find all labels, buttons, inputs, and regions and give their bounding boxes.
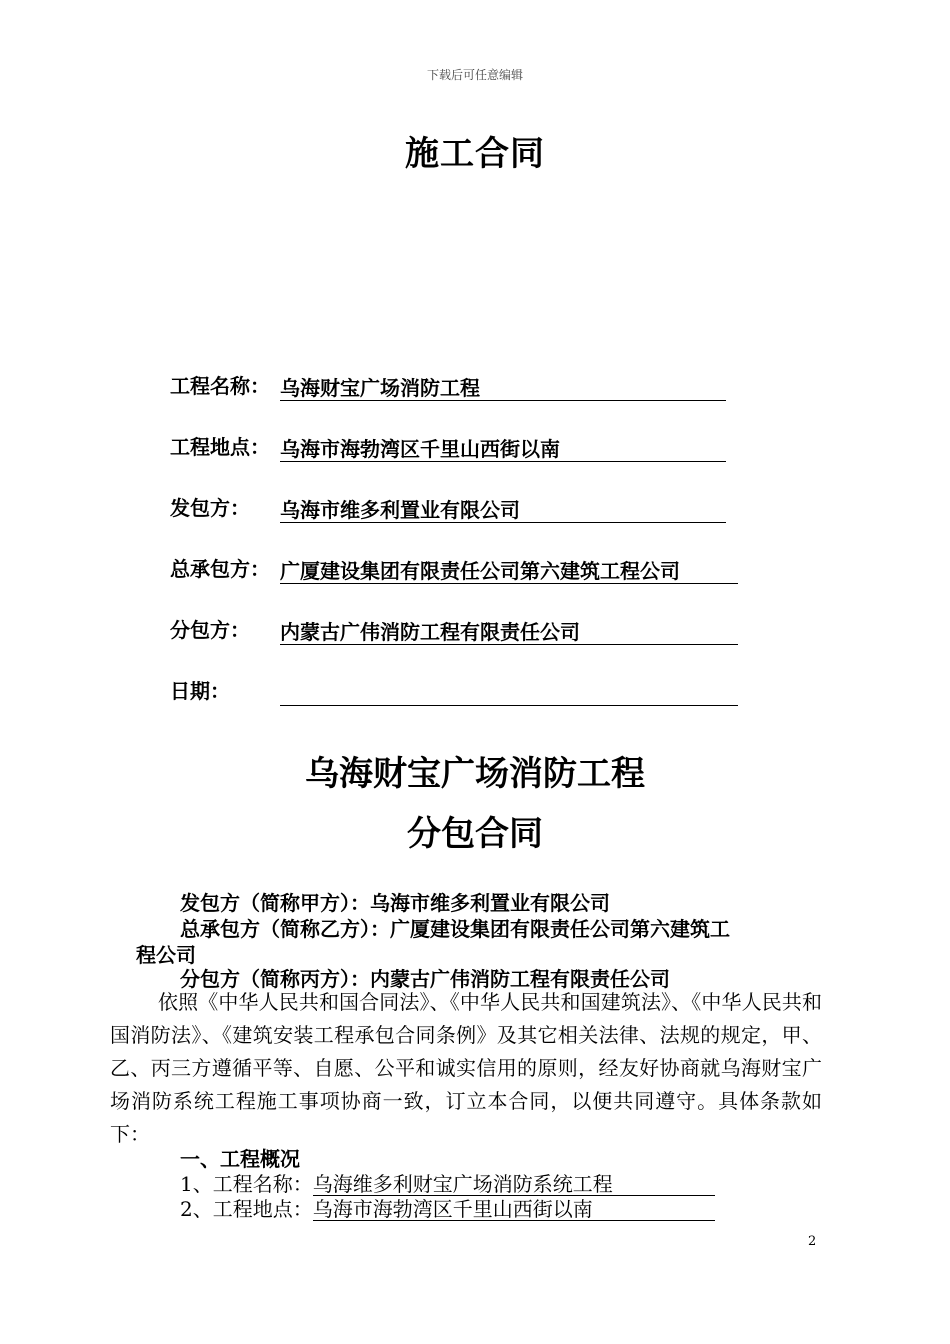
field-date	[170, 678, 770, 708]
field-value: 乌海市维多利置业有限公司	[280, 498, 726, 523]
party-b-line2: 程公司	[136, 943, 196, 967]
item-project-location	[180, 1193, 715, 1222]
field-label: 工程名称：	[170, 374, 270, 398]
field-label: 发包方：	[170, 496, 250, 520]
field-label: 工程地点：	[170, 435, 270, 459]
field-label: 分包方：	[170, 618, 250, 642]
page-number: 2	[808, 1234, 817, 1249]
header-note: 下载后可任意编辑	[426, 68, 523, 82]
field-employer	[170, 495, 770, 525]
field-value: 内蒙古广伟消防工程有限责任公司	[280, 620, 738, 645]
item-value: 乌海市海勃湾区千里山西街以南	[313, 1198, 715, 1221]
field-project-name	[170, 373, 726, 403]
section-title-overview: 一、工程概况	[180, 1147, 300, 1171]
page-title: 施工合同	[405, 134, 545, 174]
field-value: 广厦建设集团有限责任公司第六建筑工程公司	[280, 559, 738, 584]
field-value	[280, 681, 738, 706]
contract-subtitle-1: 乌海财宝广场消防工程	[305, 754, 645, 794]
party-b-line1: 总承包方（简称乙方）：广厦建设集团有限责任公司第六建筑工	[180, 917, 730, 941]
party-c: 分包方（简称丙方）：内蒙古广伟消防工程有限责任公司	[180, 967, 670, 991]
field-label: 总承包方：	[170, 557, 270, 581]
contract-subtitle-2: 分包合同	[407, 814, 543, 854]
field-value: 乌海财宝广场消防工程	[280, 376, 726, 401]
party-a: 发包方（简称甲方）：乌海市维多利置业有限公司	[180, 891, 610, 915]
field-general-contractor	[170, 556, 770, 586]
field-subcontractor	[170, 617, 770, 647]
field-value: 乌海市海勃湾区千里山西街以南	[280, 437, 726, 462]
item-label: 2、工程地点：	[180, 1197, 313, 1221]
item-value: 乌海维多利财宝广场消防系统工程	[313, 1173, 715, 1196]
item-label: 1、工程名称：	[180, 1172, 313, 1196]
intro-paragraph: 依照《中华人民共和国合同法》、《中华人民共和国建筑法》、《中华人民共和国消防法》、《建筑安装工程承包合同条例》及其它相关法律、法规的规定，甲、乙、丙三方遵循平等、自愿、公平和诚实信用的原则，经友好协商就乌海财宝广场消防系统工程施工事项协商一致，订立本合同，以便共同遵守。具体条款如下：	[110, 990, 822, 1146]
field-label: 日期：	[170, 679, 230, 703]
field-project-location	[170, 434, 770, 464]
